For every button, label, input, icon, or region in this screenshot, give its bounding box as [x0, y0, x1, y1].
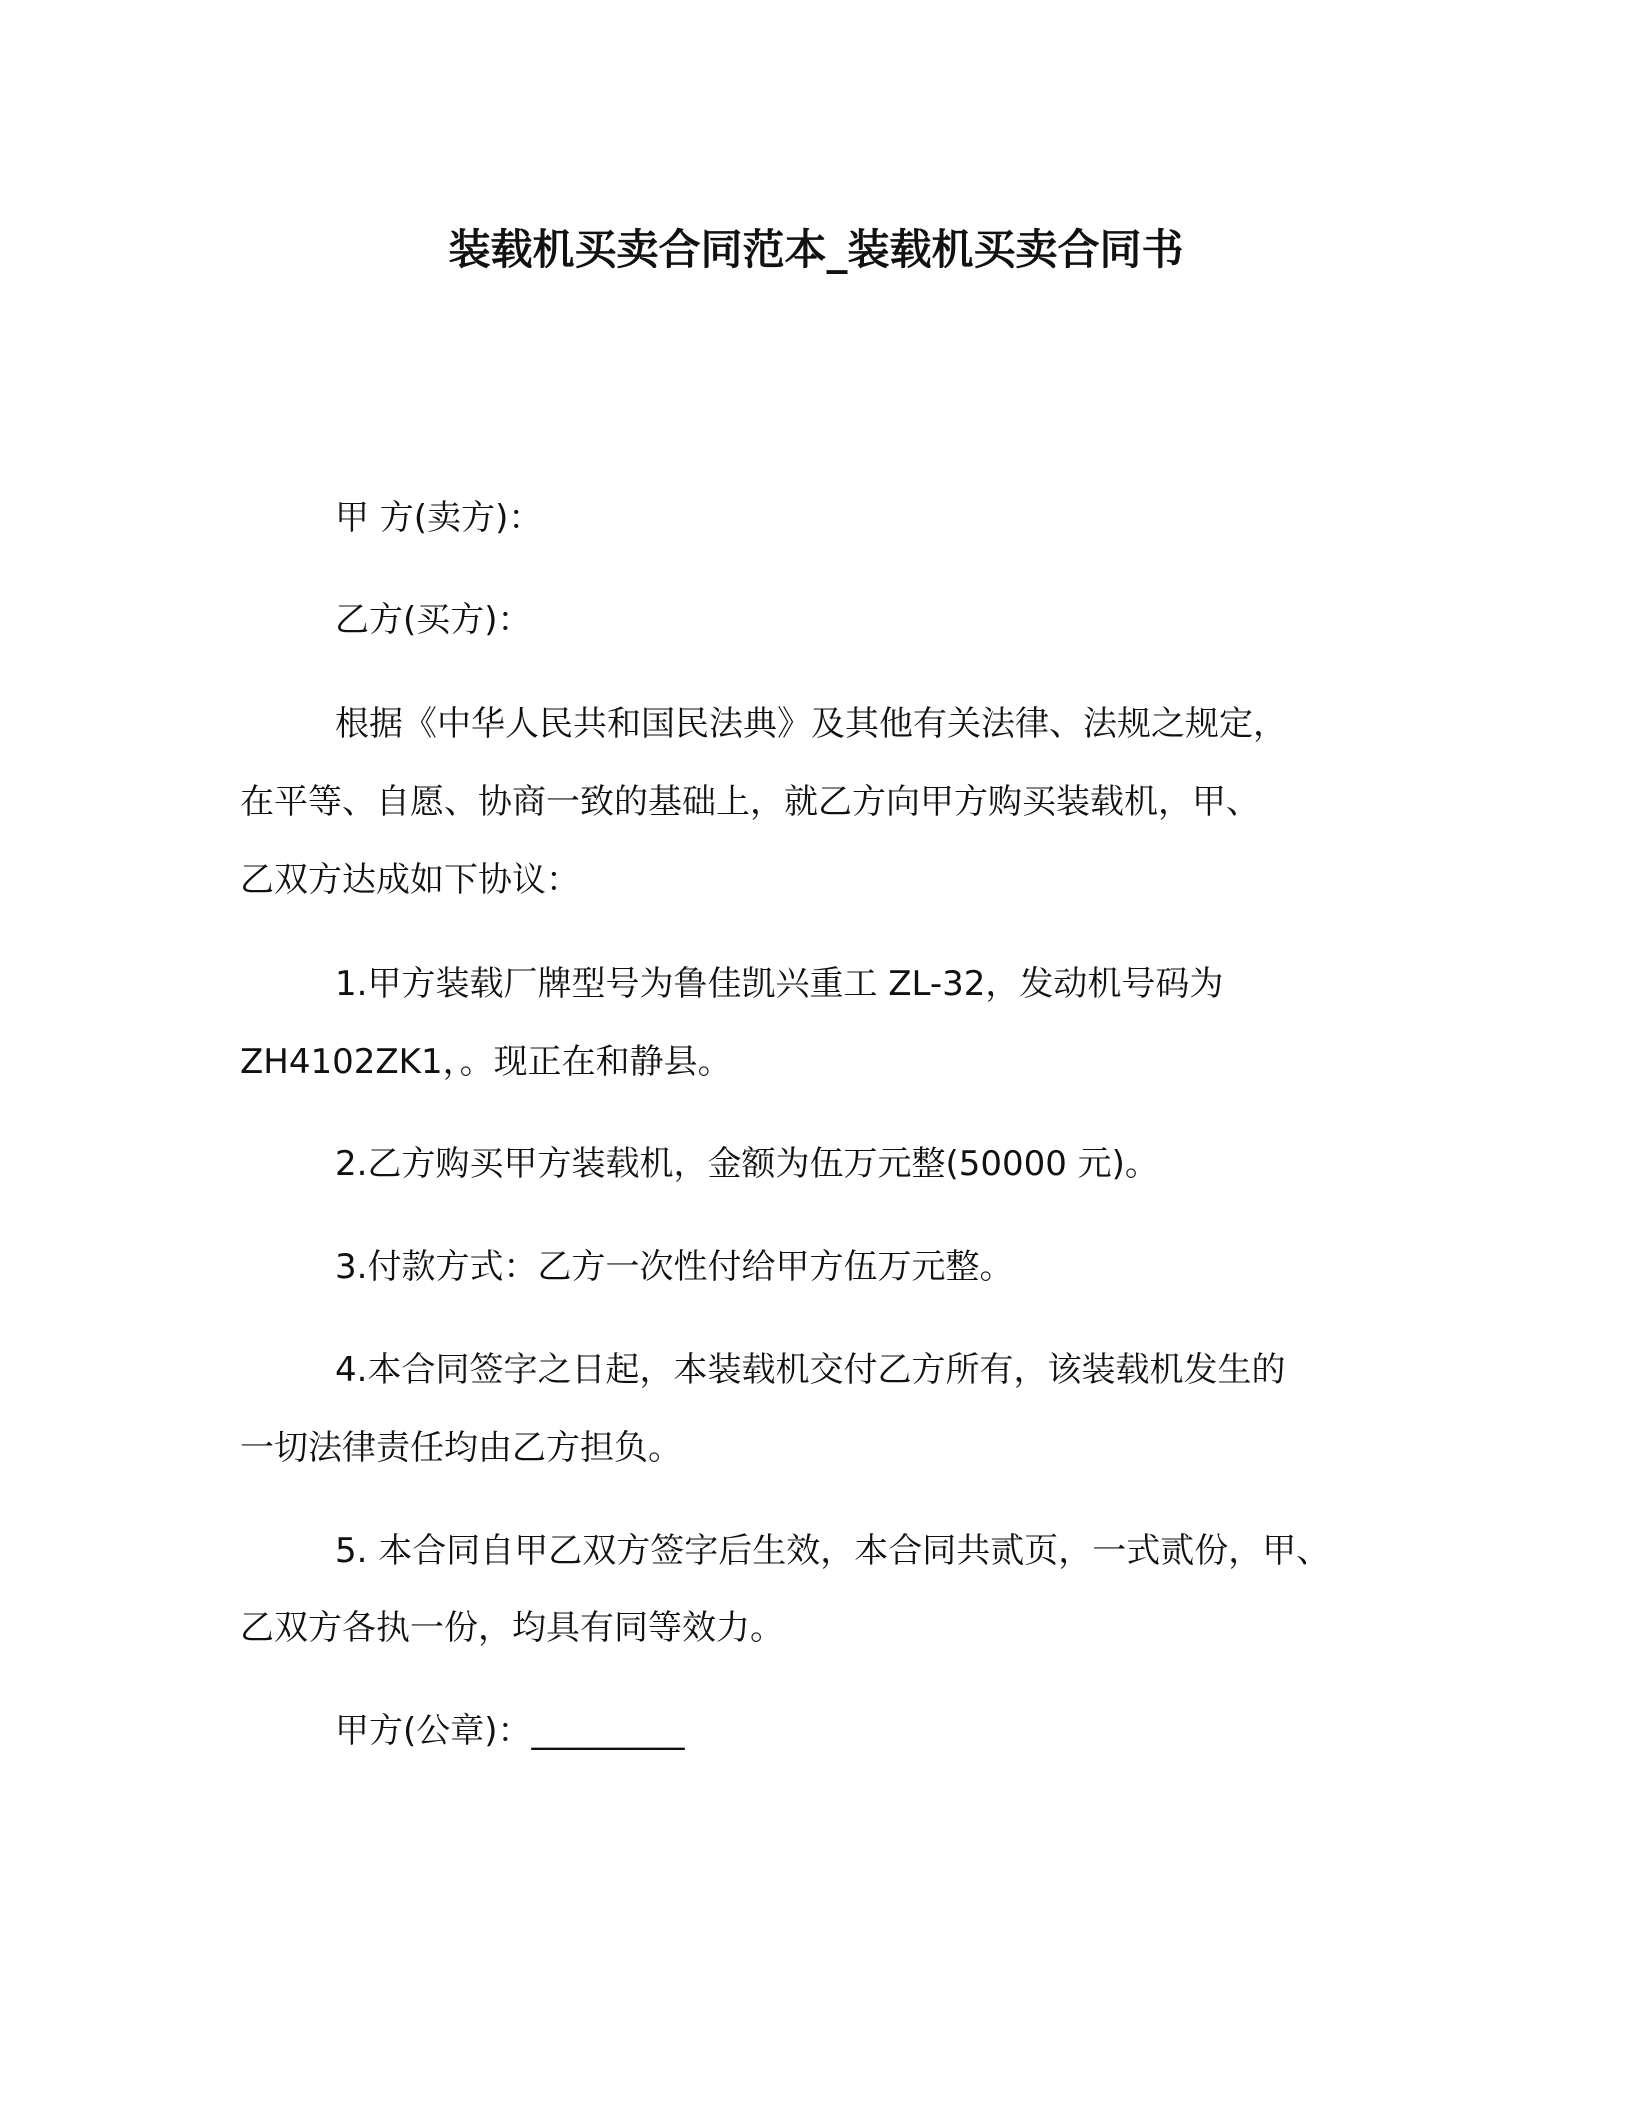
clause-1-line-1: 1.甲方装载厂牌型号为鲁佳凯兴重工 ZL-32，发动机号码为 [335, 964, 1224, 1004]
preamble-line-1: 根据《中华人民共和国民法典》及其他有关法律、法规之规定， [335, 704, 1287, 744]
signature-party-a: 甲方(公章)：_________ [335, 1711, 685, 1751]
clause-2-line: 2.乙方购买甲方装载机，金额为伍万元整(50000 元)。 [335, 1144, 1159, 1184]
clause-5-line-2: 乙双方各执一份，均具有同等效力。 [240, 1608, 784, 1648]
preamble-line-2: 在平等、自愿、协商一致的基础上，就乙方向甲方购买装载机，甲、 [240, 782, 1260, 822]
clause-4-line-2: 一切法律责任均由乙方担负。 [240, 1428, 682, 1468]
clause-3-line: 3.付款方式：乙方一次性付给甲方伍万元整。 [335, 1247, 1014, 1287]
clause-5-line-1: 5. 本合同自甲乙双方签字后生效，本合同共贰页，一式贰份，甲、 [335, 1531, 1331, 1571]
party-a-line: 甲 方(卖方)： [335, 498, 543, 538]
party-b-line: 乙方(买方)： [335, 600, 532, 640]
clause-4-line-1: 4.本合同签字之日起，本装载机交付乙方所有，该装载机发生的 [335, 1350, 1286, 1390]
preamble-line-3: 乙双方达成如下协议： [240, 860, 580, 900]
clause-1-line-2: ZH4102ZK1，。现正在和静县。 [240, 1042, 732, 1082]
document-title: 装载机买卖合同范本_装载机买卖合同书 [448, 225, 1184, 274]
